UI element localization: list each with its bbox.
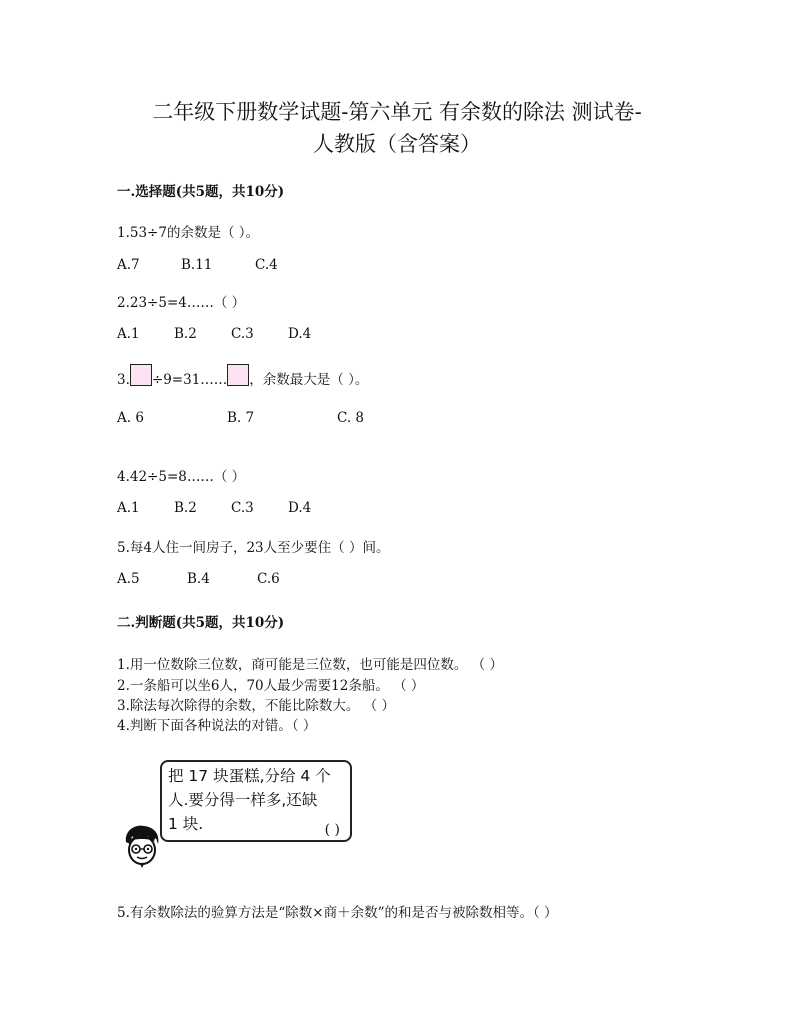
question-3-suffix: ，余数最大是（ ）。 <box>249 372 369 388</box>
option: A.5 <box>117 571 140 587</box>
question-4-options <box>117 500 311 516</box>
page-title-line2: 人教版（含答案） <box>313 132 481 156</box>
option: A.1 <box>117 326 140 342</box>
question-5: 5.每4人住一间房子，23人至少要住（ ）间。 <box>117 540 390 556</box>
option: C.3 <box>231 500 254 516</box>
question-3-prefix: 3. <box>117 372 130 388</box>
judge-question-3: 3.除法每次除得的余数，不能比除数大。 （ ） <box>117 698 395 714</box>
judge-question-1: 1.用一位数除三位数，商可能是三位数，也可能是四位数。 （ ） <box>117 657 503 673</box>
option: A.7 <box>117 257 140 273</box>
question-3 <box>117 364 368 388</box>
blank-box <box>130 364 152 386</box>
option: B.2 <box>174 326 197 342</box>
page-title-line1: 二年级下册数学试题-第六单元 有余数的除法 测试卷- <box>152 100 642 124</box>
question-1: 1.53÷7的余数是（ ）。 <box>117 225 260 241</box>
question-2: 2.23÷5=4……（ ） <box>117 295 246 311</box>
blank-box <box>227 364 249 386</box>
question-3-options <box>117 410 364 426</box>
question-5-options <box>117 571 280 587</box>
option: D.4 <box>288 326 312 342</box>
option: B.2 <box>174 500 197 516</box>
question-4: 4.42÷5=8……（ ） <box>117 469 246 485</box>
speech-bubble-answer-blank: ( ) <box>324 822 340 838</box>
option: D.4 <box>288 500 312 516</box>
speech-bubble-text: 把 17 块蛋糕,分给 4 个 人.要分得一样多,还缺 1 块. <box>168 767 331 833</box>
question-2-options <box>117 326 311 342</box>
judge-question-5: 5.有余数除法的验算方法是“除数×商＋余数”的和是否与被除数相等。（ ） <box>117 905 558 921</box>
judge-question-2: 2.一条船可以坐6人，70人最少需要12条船。 （ ） <box>117 678 425 694</box>
option: C.4 <box>255 257 278 273</box>
section-heading-choice: 一.选择题(共5题，共10分) <box>117 184 285 200</box>
student-face-icon <box>122 824 162 868</box>
option: C.6 <box>257 571 280 587</box>
option: B. 7 <box>227 410 255 426</box>
option: C. 8 <box>337 410 365 426</box>
question-3-middle: ÷9=31…… <box>151 372 228 388</box>
judge-question-4: 4.判断下面各种说法的对错。（ ） <box>117 718 317 734</box>
option: A. 6 <box>117 410 144 426</box>
option: B.11 <box>181 257 213 273</box>
section-heading-judge: 二.判断题(共5题，共10分) <box>117 615 285 631</box>
question-1-options <box>117 257 278 273</box>
option: B.4 <box>187 571 210 587</box>
option: C.3 <box>231 326 254 342</box>
option: A.1 <box>117 500 140 516</box>
speech-bubble <box>160 760 352 842</box>
